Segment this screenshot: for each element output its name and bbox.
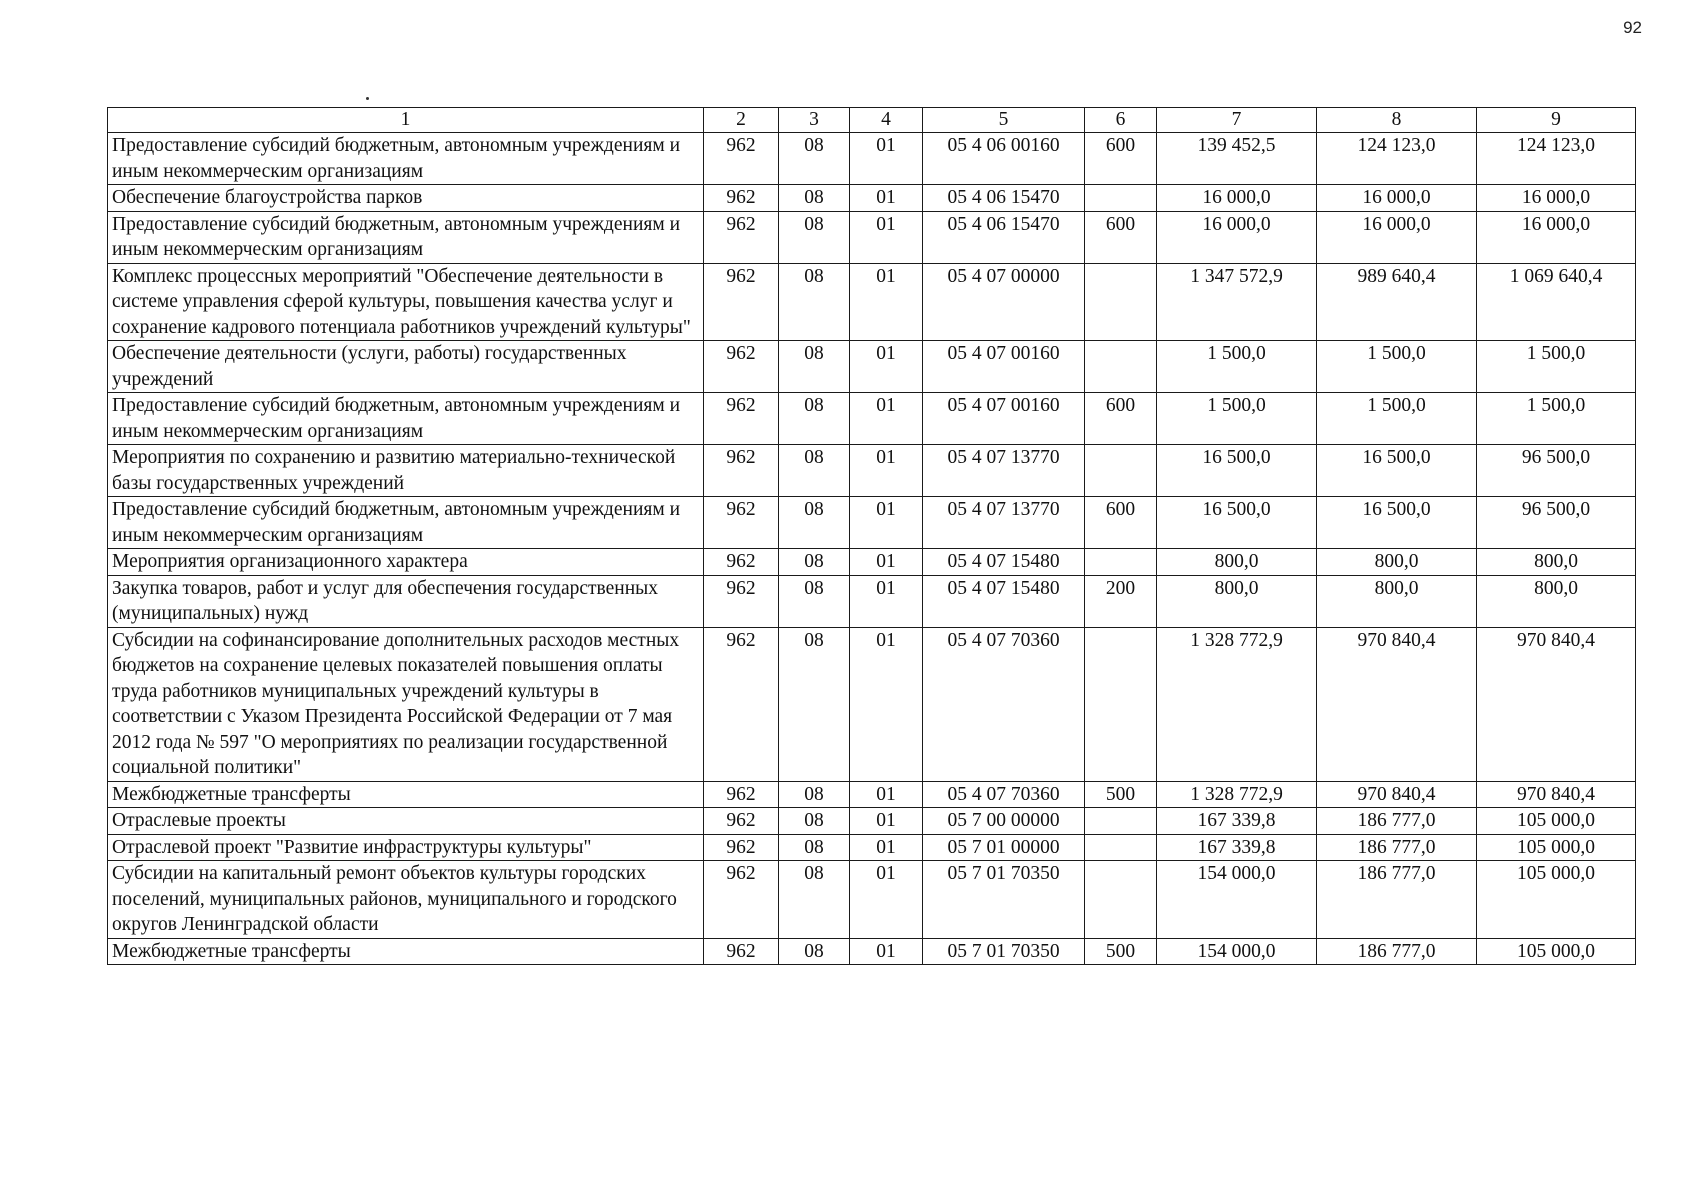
row-code-2: 962 <box>704 497 779 549</box>
budget-table <box>107 107 1636 965</box>
table-row <box>108 861 1636 939</box>
row-code-2: 962 <box>704 341 779 393</box>
row-code-3: 08 <box>779 497 850 549</box>
row-value-9: 16 000,0 <box>1477 211 1636 263</box>
row-code-6 <box>1085 834 1157 861</box>
row-code-6: 600 <box>1085 133 1157 185</box>
column-header: 8 <box>1317 108 1477 133</box>
row-name: Мероприятия организационного характера <box>108 549 704 576</box>
row-value-7: 1 500,0 <box>1157 341 1317 393</box>
row-value-9: 105 000,0 <box>1477 938 1636 965</box>
table-row <box>108 808 1636 835</box>
row-value-9: 96 500,0 <box>1477 497 1636 549</box>
column-header: 4 <box>850 108 923 133</box>
row-code-5: 05 4 07 15480 <box>923 549 1085 576</box>
row-code-6: 500 <box>1085 938 1157 965</box>
row-value-9: 1 069 640,4 <box>1477 263 1636 341</box>
row-code-2: 962 <box>704 627 779 781</box>
column-header: 1 <box>108 108 704 133</box>
table-row <box>108 445 1636 497</box>
row-code-2: 962 <box>704 549 779 576</box>
row-value-7: 16 500,0 <box>1157 445 1317 497</box>
row-code-3: 08 <box>779 133 850 185</box>
row-code-5: 05 4 06 00160 <box>923 133 1085 185</box>
row-code-3: 08 <box>779 341 850 393</box>
column-header: 7 <box>1157 108 1317 133</box>
row-code-3: 08 <box>779 781 850 808</box>
row-code-2: 962 <box>704 834 779 861</box>
row-code-2: 962 <box>704 445 779 497</box>
row-value-7: 167 339,8 <box>1157 834 1317 861</box>
row-name: Субсидии на софинансирование дополнительных расходов местных бюджетов на сохранение целевых показателей повышения оплаты труда работников муниципальных учреждений культуры в соответствии с Указом Президента Российской Федерации от 7 мая 2012 года № 597 "О мероприятиях по реализации государственной социальной политики" <box>108 627 704 781</box>
row-name: Межбюджетные трансферты <box>108 938 704 965</box>
row-code-6: 600 <box>1085 393 1157 445</box>
row-code-3: 08 <box>779 575 850 627</box>
row-value-9: 970 840,4 <box>1477 627 1636 781</box>
row-name: Закупка товаров, работ и услуг для обеспечения государственных (муниципальных) нужд <box>108 575 704 627</box>
row-name: Субсидии на капитальный ремонт объектов культуры городских поселений, муниципальных районов, муниципального и городского округов Ленинградской области <box>108 861 704 939</box>
row-value-7: 16 500,0 <box>1157 497 1317 549</box>
row-code-5: 05 4 06 15470 <box>923 211 1085 263</box>
row-code-5: 05 4 07 70360 <box>923 627 1085 781</box>
row-value-7: 154 000,0 <box>1157 861 1317 939</box>
table-row <box>108 549 1636 576</box>
row-code-3: 08 <box>779 185 850 212</box>
row-code-5: 05 7 01 70350 <box>923 938 1085 965</box>
row-code-4: 01 <box>850 627 923 781</box>
row-value-7: 1 347 572,9 <box>1157 263 1317 341</box>
row-name: Комплекс процессных мероприятий "Обеспечение деятельности в системе управления сферой культуры, повышения качества услуг и сохранение кадрового потенциала работников учреждений культуры" <box>108 263 704 341</box>
row-code-2: 962 <box>704 393 779 445</box>
row-code-4: 01 <box>850 549 923 576</box>
row-code-6 <box>1085 341 1157 393</box>
row-value-7: 800,0 <box>1157 575 1317 627</box>
row-value-8: 186 777,0 <box>1317 808 1477 835</box>
row-code-2: 962 <box>704 185 779 212</box>
row-code-6: 600 <box>1085 211 1157 263</box>
row-code-5: 05 7 01 70350 <box>923 861 1085 939</box>
table-row <box>108 133 1636 185</box>
row-value-8: 16 000,0 <box>1317 211 1477 263</box>
table-row <box>108 263 1636 341</box>
row-code-2: 962 <box>704 861 779 939</box>
row-value-9: 1 500,0 <box>1477 393 1636 445</box>
row-code-3: 08 <box>779 808 850 835</box>
row-code-5: 05 4 07 13770 <box>923 445 1085 497</box>
row-value-7: 139 452,5 <box>1157 133 1317 185</box>
row-value-9: 105 000,0 <box>1477 808 1636 835</box>
row-value-9: 800,0 <box>1477 549 1636 576</box>
row-value-9: 16 000,0 <box>1477 185 1636 212</box>
table-row <box>108 834 1636 861</box>
row-code-2: 962 <box>704 575 779 627</box>
row-code-4: 01 <box>850 938 923 965</box>
row-code-3: 08 <box>779 263 850 341</box>
row-code-6 <box>1085 861 1157 939</box>
row-code-6: 500 <box>1085 781 1157 808</box>
row-value-8: 800,0 <box>1317 549 1477 576</box>
row-value-9: 124 123,0 <box>1477 133 1636 185</box>
row-code-5: 05 4 07 15480 <box>923 575 1085 627</box>
row-value-9: 970 840,4 <box>1477 781 1636 808</box>
row-code-5: 05 4 06 15470 <box>923 185 1085 212</box>
row-name: Предоставление субсидий бюджетным, автономным учреждениям и иным некоммерческим организациям <box>108 211 704 263</box>
row-code-3: 08 <box>779 445 850 497</box>
row-code-4: 01 <box>850 341 923 393</box>
row-value-8: 124 123,0 <box>1317 133 1477 185</box>
row-code-4: 01 <box>850 133 923 185</box>
row-code-3: 08 <box>779 938 850 965</box>
column-header: 3 <box>779 108 850 133</box>
row-code-3: 08 <box>779 861 850 939</box>
table-row <box>108 938 1636 965</box>
row-code-5: 05 4 07 13770 <box>923 497 1085 549</box>
table-row <box>108 575 1636 627</box>
row-value-8: 16 500,0 <box>1317 497 1477 549</box>
row-code-6 <box>1085 445 1157 497</box>
row-name: Предоставление субсидий бюджетным, автономным учреждениям и иным некоммерческим организациям <box>108 497 704 549</box>
row-code-4: 01 <box>850 445 923 497</box>
row-value-9: 105 000,0 <box>1477 834 1636 861</box>
row-value-9: 96 500,0 <box>1477 445 1636 497</box>
row-value-8: 16 000,0 <box>1317 185 1477 212</box>
row-value-8: 1 500,0 <box>1317 393 1477 445</box>
row-value-7: 1 328 772,9 <box>1157 781 1317 808</box>
row-code-6 <box>1085 263 1157 341</box>
table-row <box>108 341 1636 393</box>
row-value-8: 186 777,0 <box>1317 834 1477 861</box>
column-header: 6 <box>1085 108 1157 133</box>
row-code-3: 08 <box>779 393 850 445</box>
row-code-4: 01 <box>850 185 923 212</box>
row-code-6: 200 <box>1085 575 1157 627</box>
row-code-6 <box>1085 185 1157 212</box>
row-code-4: 01 <box>850 211 923 263</box>
row-code-4: 01 <box>850 263 923 341</box>
row-value-7: 154 000,0 <box>1157 938 1317 965</box>
row-code-3: 08 <box>779 549 850 576</box>
row-code-5: 05 4 07 00160 <box>923 341 1085 393</box>
row-code-6 <box>1085 808 1157 835</box>
table-row <box>108 185 1636 212</box>
header-row <box>108 108 1636 133</box>
row-code-2: 962 <box>704 781 779 808</box>
row-code-4: 01 <box>850 834 923 861</box>
row-code-4: 01 <box>850 393 923 445</box>
row-name: Отраслевые проекты <box>108 808 704 835</box>
row-value-8: 1 500,0 <box>1317 341 1477 393</box>
row-code-6 <box>1085 627 1157 781</box>
row-value-7: 16 000,0 <box>1157 211 1317 263</box>
row-value-9: 800,0 <box>1477 575 1636 627</box>
row-value-8: 16 500,0 <box>1317 445 1477 497</box>
row-name: Межбюджетные трансферты <box>108 781 704 808</box>
row-value-9: 1 500,0 <box>1477 341 1636 393</box>
row-code-4: 01 <box>850 781 923 808</box>
row-value-9: 105 000,0 <box>1477 861 1636 939</box>
row-code-6: 600 <box>1085 497 1157 549</box>
row-code-3: 08 <box>779 834 850 861</box>
table-row <box>108 627 1636 781</box>
row-value-8: 186 777,0 <box>1317 938 1477 965</box>
row-value-7: 1 500,0 <box>1157 393 1317 445</box>
row-code-5: 05 4 07 00000 <box>923 263 1085 341</box>
page-number: 92 <box>1623 18 1642 37</box>
column-header: 9 <box>1477 108 1636 133</box>
column-header: 5 <box>923 108 1085 133</box>
row-value-8: 970 840,4 <box>1317 627 1477 781</box>
row-code-2: 962 <box>704 938 779 965</box>
row-code-5: 05 4 07 70360 <box>923 781 1085 808</box>
row-code-3: 08 <box>779 627 850 781</box>
row-name: Обеспечение благоустройства парков <box>108 185 704 212</box>
row-value-8: 970 840,4 <box>1317 781 1477 808</box>
row-code-3: 08 <box>779 211 850 263</box>
table-row <box>108 211 1636 263</box>
row-code-5: 05 7 01 00000 <box>923 834 1085 861</box>
row-value-8: 800,0 <box>1317 575 1477 627</box>
row-code-5: 05 4 07 00160 <box>923 393 1085 445</box>
row-code-2: 962 <box>704 808 779 835</box>
row-code-4: 01 <box>850 575 923 627</box>
row-name: Обеспечение деятельности (услуги, работы) государственных учреждений <box>108 341 704 393</box>
table-row <box>108 497 1636 549</box>
row-value-7: 1 328 772,9 <box>1157 627 1317 781</box>
row-code-2: 962 <box>704 263 779 341</box>
row-code-6 <box>1085 549 1157 576</box>
row-code-4: 01 <box>850 808 923 835</box>
row-value-8: 186 777,0 <box>1317 861 1477 939</box>
row-name: Мероприятия по сохранению и развитию материально-технической базы государственных учреждений <box>108 445 704 497</box>
row-code-5: 05 7 00 00000 <box>923 808 1085 835</box>
row-value-7: 800,0 <box>1157 549 1317 576</box>
row-code-4: 01 <box>850 861 923 939</box>
row-value-8: 989 640,4 <box>1317 263 1477 341</box>
column-header: 2 <box>704 108 779 133</box>
row-name: Предоставление субсидий бюджетным, автономным учреждениям и иным некоммерческим организациям <box>108 393 704 445</box>
row-code-2: 962 <box>704 133 779 185</box>
row-value-7: 167 339,8 <box>1157 808 1317 835</box>
row-code-2: 962 <box>704 211 779 263</box>
row-value-7: 16 000,0 <box>1157 185 1317 212</box>
row-name: Отраслевой проект "Развитие инфраструктуры культуры" <box>108 834 704 861</box>
row-code-4: 01 <box>850 497 923 549</box>
scan-dot <box>366 97 369 100</box>
table-row <box>108 781 1636 808</box>
row-name: Предоставление субсидий бюджетным, автономным учреждениям и иным некоммерческим организациям <box>108 133 704 185</box>
table-row <box>108 393 1636 445</box>
